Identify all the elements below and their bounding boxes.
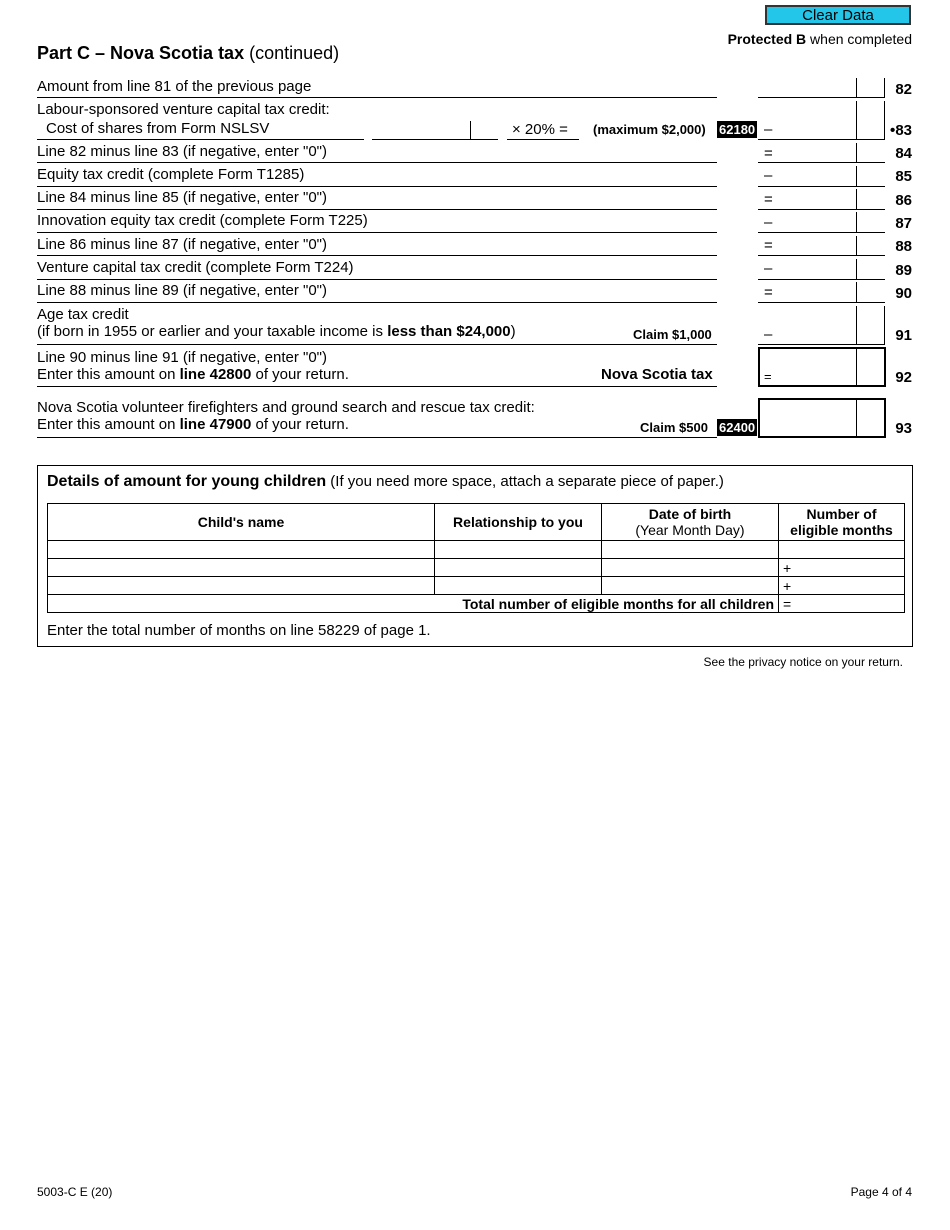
- line-92-rule: [37, 386, 717, 387]
- line-93-label-1: Nova Scotia volunteer firefighters and ground search and rescue tax credit:: [37, 399, 535, 416]
- line-86-field-rule: [758, 209, 885, 210]
- line-83-cost-input[interactable]: [374, 121, 472, 140]
- child-name-cell[interactable]: [48, 577, 435, 595]
- line-88-rule: [37, 255, 717, 256]
- months-cell[interactable]: [779, 541, 905, 559]
- total-label: Total number of eligible months for all children: [48, 595, 779, 613]
- line-83-num-text: 83: [895, 122, 912, 139]
- line-82-number: 82: [895, 81, 912, 98]
- line-93-label-2-post: of your return.: [251, 416, 349, 433]
- table-row: [48, 559, 905, 577]
- col-date-of-birth: [602, 504, 779, 541]
- young-children-title-rest: (If you need more space, attach a separate piece of paper.): [326, 473, 724, 490]
- line-86-number: 86: [895, 192, 912, 209]
- months-cell[interactable]: [779, 577, 905, 595]
- line-84-label: Line 82 minus line 83 (if negative, enter "0"): [37, 143, 327, 160]
- line-90-label: Line 88 minus line 89 (if negative, enter "0"): [37, 282, 327, 299]
- equals-sign: =: [783, 595, 792, 612]
- line-90-field-rule: [758, 302, 885, 303]
- young-children-note: Enter the total number of months on line 58229 of page 1.: [47, 622, 431, 639]
- line-86-op: =: [764, 191, 773, 208]
- months-cell[interactable]: [779, 559, 905, 577]
- line-91-label-2-pre: (if born in 1955 or earlier and your taxable income is: [37, 323, 388, 340]
- line-91-label-2-bold: less than $24,000: [387, 323, 511, 340]
- line-86-label: Line 84 minus line 85 (if negative, enter "0"): [37, 189, 327, 206]
- child-name-cell[interactable]: [48, 541, 435, 559]
- line-88-op: =: [764, 237, 773, 254]
- line-91-label-2-post: ): [510, 323, 516, 340]
- col-dob-label: Date of birth: [648, 506, 732, 522]
- col-months-label-1: Number of: [806, 506, 877, 522]
- line-83-rule-left: [37, 139, 364, 140]
- line-90-amount[interactable]: [776, 283, 858, 302]
- line-85-rule: [37, 186, 717, 187]
- dob-cell[interactable]: [602, 577, 779, 595]
- line-92-op: =: [764, 369, 772, 384]
- line-83-bullet: •: [890, 122, 896, 139]
- line-83-code: 62180: [719, 122, 756, 137]
- young-children-section: [37, 465, 913, 647]
- clear-data-button[interactable]: Clear Data: [765, 5, 911, 25]
- line-91-rule: [37, 344, 717, 345]
- form-code: 5003-C E (20): [37, 1185, 113, 1199]
- line-82-amount[interactable]: [760, 79, 858, 98]
- col-eligible-months: [779, 504, 905, 541]
- line-83-amount[interactable]: [776, 121, 858, 140]
- line-89-field-rule: [758, 279, 885, 280]
- line-85-label: Equity tax credit (complete Form T1285): [37, 166, 305, 183]
- young-children-title-bold: Details of amount for young children: [47, 473, 327, 490]
- col-months-label-2: eligible months: [790, 522, 893, 538]
- table-header-row: [48, 504, 905, 541]
- line-83-maximum: (maximum $2,000): [593, 122, 706, 137]
- protected-b-label: Protected B: [727, 31, 807, 47]
- line-84-amount[interactable]: [776, 144, 858, 163]
- line-83-mult-rule: [507, 139, 579, 140]
- line-93-label-2-pre: Enter this amount on: [37, 416, 180, 433]
- line-93-label-2-bold: line 47900: [179, 416, 252, 433]
- line-90-rule: [37, 302, 717, 303]
- total-months-cell[interactable]: [779, 595, 905, 613]
- line-92-label-2-pre: Enter this amount on: [37, 366, 180, 383]
- line-93-number: 93: [895, 420, 912, 437]
- col-relationship: Relationship to you: [435, 504, 602, 541]
- line-87-number: 87: [895, 215, 912, 232]
- line-91-op: –: [764, 326, 773, 343]
- line-93-rule: [37, 437, 717, 438]
- line-83-minus: –: [764, 121, 773, 138]
- line-83-number: [880, 122, 912, 139]
- line-91-number: 91: [895, 327, 912, 344]
- line-89-amount[interactable]: [776, 260, 858, 279]
- line-89-rule: [37, 279, 717, 280]
- line-84-rule: [37, 162, 717, 163]
- line-92-label-2-bold: line 42800: [179, 366, 252, 383]
- relationship-cell[interactable]: [435, 577, 602, 595]
- line-83-multiplier: × 20% =: [512, 121, 568, 138]
- dob-cell[interactable]: [602, 559, 779, 577]
- line-91-claim: Claim $1,000: [633, 327, 712, 342]
- line-93-claim: Claim $500: [640, 420, 708, 435]
- line-83-label-2: Cost of shares from Form NSLSV: [46, 120, 270, 137]
- line-88-label: Line 86 minus line 87 (if negative, enter "0"): [37, 236, 327, 253]
- line-85-op: –: [764, 167, 773, 184]
- relationship-cell[interactable]: [435, 541, 602, 559]
- relationship-cell[interactable]: [435, 559, 602, 577]
- privacy-notice: See the privacy notice on your return.: [703, 655, 903, 669]
- page-number: Page 4 of 4: [850, 1185, 912, 1199]
- plus-sign: +: [783, 577, 792, 594]
- table-row: [48, 541, 905, 559]
- line-85-number: 85: [895, 168, 912, 185]
- line-91-label-1: Age tax credit: [37, 306, 129, 323]
- line-85-field-rule: [758, 186, 885, 187]
- page-title: [37, 43, 339, 64]
- title-bold: Part C – Nova Scotia tax: [37, 43, 245, 63]
- line-89-label: Venture capital tax credit (complete Form T224): [37, 259, 354, 276]
- title-suffix: (continued): [244, 43, 340, 63]
- plus-sign: +: [783, 559, 792, 576]
- line-87-amount[interactable]: [776, 213, 858, 232]
- line-92-label-2: [37, 366, 349, 383]
- line-83-label-1: Labour-sponsored venture capital tax credit:: [37, 101, 330, 118]
- line-82-rule: [37, 97, 717, 98]
- line-91-amount[interactable]: [776, 326, 858, 345]
- line-82-label: Amount from line 81 of the previous page: [37, 78, 312, 95]
- line-89-number: 89: [895, 262, 912, 279]
- line-87-rule: [37, 232, 717, 233]
- line-85-amount[interactable]: [776, 167, 858, 186]
- line-92-label-2-post: of your return.: [251, 366, 349, 383]
- line-86-rule: [37, 209, 717, 210]
- line-89-op: –: [764, 260, 773, 277]
- line-87-label: Innovation equity tax credit (complete Form T225): [37, 212, 368, 229]
- young-children-title: [47, 473, 724, 491]
- col-dob-sublabel: (Year Month Day): [635, 522, 745, 538]
- line-92-number: 92: [895, 369, 912, 386]
- line-87-op: –: [764, 214, 773, 231]
- line-84-op: =: [764, 145, 773, 162]
- line-88-number: 88: [895, 238, 912, 255]
- line-91-label-2: [37, 323, 516, 340]
- dob-cell[interactable]: [602, 541, 779, 559]
- line-93-label-2: [37, 416, 349, 433]
- child-name-cell[interactable]: [48, 559, 435, 577]
- protected-b-notice: [728, 31, 912, 47]
- protected-b-suffix: when completed: [806, 31, 912, 47]
- line-86-amount[interactable]: [776, 190, 858, 209]
- line-92-label-1: Line 90 minus line 91 (if negative, enter "0"): [37, 349, 327, 366]
- line-92-amount[interactable]: [776, 367, 858, 386]
- table-row: [48, 577, 905, 595]
- line-92-claim: Nova Scotia tax: [601, 366, 713, 383]
- line-88-amount[interactable]: [776, 237, 858, 256]
- line-87-field-rule: [758, 232, 885, 233]
- line-93-amount[interactable]: [762, 418, 858, 437]
- line-90-op: =: [764, 284, 773, 301]
- line-84-number: 84: [895, 145, 912, 162]
- young-children-table: [47, 503, 905, 613]
- total-row: [48, 595, 905, 613]
- col-childs-name: Child's name: [48, 504, 435, 541]
- line-93-code: 62400: [719, 420, 756, 435]
- line-90-number: 90: [895, 285, 912, 302]
